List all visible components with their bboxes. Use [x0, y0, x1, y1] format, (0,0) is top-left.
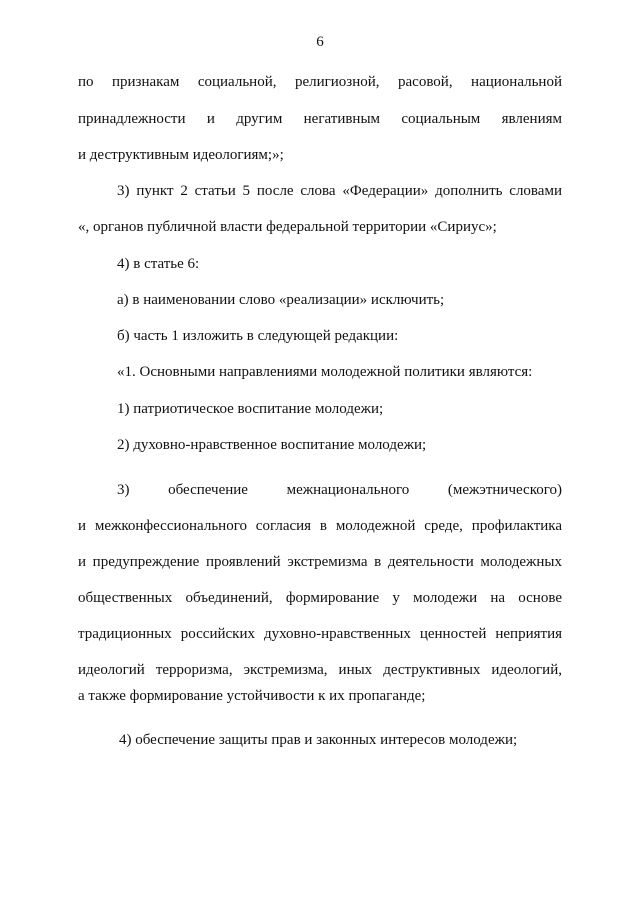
text-line: и межконфессионального согласия в молодежной среде, профилактика: [78, 518, 562, 534]
text-line: а также формирование устойчивости к их пропаганде;: [78, 688, 426, 704]
text-line: «, органов публичной власти федеральной территории «Сириус»;: [78, 219, 497, 235]
text-line: 2) духовно-нравственное воспитание молодежи;: [117, 437, 427, 453]
text-line: 4) обеспечение защиты прав и законных интересов молодежи;: [119, 732, 518, 748]
text-line: по признакам социальной, религиозной, расовой, национальной: [78, 74, 562, 90]
text-line: общественных объединений, формирование у молодежи на основе: [78, 590, 562, 606]
text-line: а) в наименовании слово «реализации» исключить;: [117, 292, 445, 308]
text-line: 4) в статье 6:: [117, 256, 200, 272]
text-line: принадлежности и другим негативным социальным явлениям: [78, 111, 562, 127]
text-line: 1) патриотическое воспитание молодежи;: [117, 401, 384, 417]
text-line: 3) пункт 2 статьи 5 после слова «Федерации» дополнить словами: [117, 183, 562, 199]
text-line: и деструктивным идеологиям;»;: [78, 147, 284, 163]
text-line: традиционных российских духовно-нравственных ценностей неприятия: [78, 626, 562, 642]
text-line: и предупреждение проявлений экстремизма в деятельности молодежных: [78, 554, 562, 570]
text-line: идеологий терроризма, экстремизма, иных деструктивных идеологий,: [78, 662, 562, 678]
text-line: б) часть 1 изложить в следующей редакции:: [117, 328, 399, 344]
text-line: 3) обеспечение межнационального (межэтнического): [117, 482, 562, 498]
page-number: 6: [316, 34, 324, 50]
text-line: «1. Основными направлениями молодежной политики являются:: [117, 364, 533, 380]
